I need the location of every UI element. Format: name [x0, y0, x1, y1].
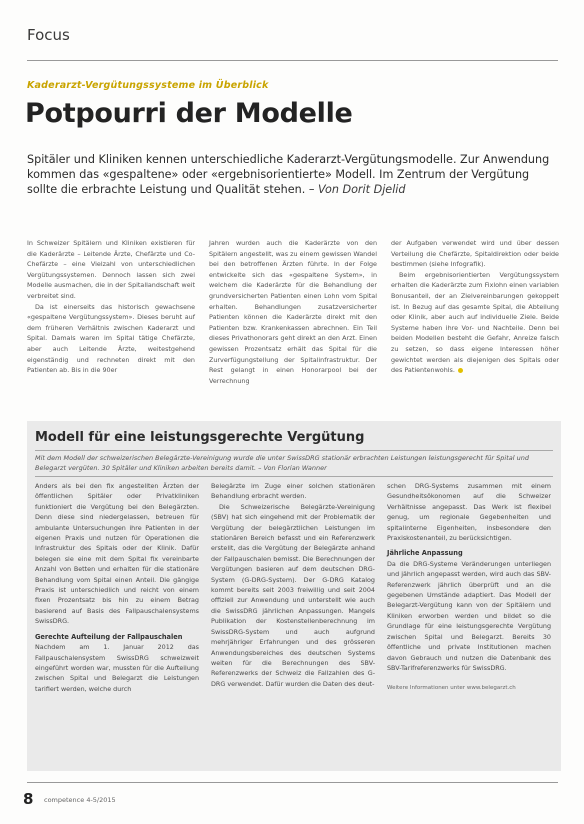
article-body — [27, 238, 560, 386]
paragraph: der Aufgaben verwendet wird und über dessen Verteilung die Chefärzte, Spitaldirektion oder beide bestimmen (siehe Infografik). — [391, 239, 559, 269]
web-link[interactable]: Weitere Informationen unter www.belegarzt.ch — [387, 685, 516, 692]
paragraph: Jahren wurden auch die Kaderärzte von den Spitälern angestellt, was zu einem gewissen Wandel bei den betroffenen Ärzten führte. In der Folge entwickelte sich das «gespaltene System», in welchem die Kaderärzte für die Behandlung der grundversicherten Patienten einen Lohn vom Spital erhalten. Behandlungen zusatzversicherter Patienten können die Kaderärzte direkt mit den Patienten bzw. Krankenkassen abrechnen. Ein Teil dieses Privathonorars geht direkt an den Arzt. Einen gewissen Prozentsatz erhält das Spital für die Zurverfügungstellung der Spitalinfrastruktur. Der Rest gelangt in einen Honorarpool bei der Verrechnung — [209, 239, 377, 385]
paragraph: Anders als bei den fix angestellten Ärzten der öffentlichen Spitäler oder Privatkliniken funktioniert die Vergütung bei den Belegärzten. Denn diese sind niedergelassen, betreuen für ambulante Untersuchungen ihre Patienten in der eigenen Praxis und nutzen für Operationen die Infrastruktur des Spitals oder der Klinik. Dafür belegen sie eine mit dem Spital fix vereinbarte Anzahl von Betten und erhalten für die stationäre Behandlung vom Spital einen Anteil. Die gängige Praxis ist unterschiedlich und reicht von einem fixen Prozentsatz bis hin zu einem Betrag basierend auf Basis des Fallpauschalensystems SwissDRG. — [35, 482, 199, 626]
paragraph: Belegärzte im Zuge einer solchen stationären Behandlung erbracht werden. — [211, 482, 375, 501]
article-kicker: Kaderarzt-Vergütungssysteme im Überblick — [27, 80, 269, 91]
article-column-3 — [391, 238, 559, 386]
box-column-3 — [387, 481, 551, 694]
box-rule — [35, 476, 553, 477]
paragraph: Beim ergebnisorientierten Vergütungssystem erhalten die Kaderärzte zum Fixlohn einen variablen Bonusanteil, der an Zielvereinbarungen gekoppelt ist. In Bezug auf das gesamte Spital, die Abteilung oder Klinik, aber auch auf individuelle Ziele. Beide Systeme haben ihre Vor- und Nachteile. Denn bei beiden Modellen besteht die Gefahr, Anreize falsch zu setzen, so dass eigene Interessen höher gewichtet werden als diejenigen des Spitals oder des Patientenwohls. — [391, 270, 559, 375]
article-author: Von Dorit Djelid — [317, 183, 406, 197]
magazine-name: competence 4-5/2015 — [44, 796, 116, 804]
header-rule — [27, 60, 558, 61]
info-box — [27, 421, 561, 771]
paragraph: Die Schweizerische Belegärzte-Vereinigung (SBV) hat sich eingehend mit der Problematik der Vergütung der belegärztlichen Leistungen im stationären Bereich befasst und ein Referenzwerk erstellt, das die Vergütung der Belegärzte anhand der Fallpauschalen bemisst. Die Berechnungen der Vergütungen basieren auf dem deutschen DRG-System (G-DRG-System). Der G-DRG Katalog kommt bereits seit 2003 freiwillig und seit 2004 offiziell zur Anwendung und unterstellt wie auch die SwissDRG jährlichen Anpassungen. Mangels Publikation der Kostenstellenberechnung im SwissDRG-System und auch aufgrund mehrjähriger Erfahrungen und des grösseren Anwendungsbereiches des deutschen Systems weiten für die Berechnungen des SBV-Referenzwerks der Schweiz die Fallzahlen des G-DRG verwendet. Dafür wurden die Daten des deut- — [211, 502, 375, 688]
article-column-1 — [27, 238, 195, 386]
box-subtitle: Mit dem Modell der schweizerischen Belegärzte-Vereinigung wurde die unter SwissDRG stationär erbrachten Leistungen leistungsgerecht für Spital und Belegarzt vergüten. 30 Spitäler und Kliniken arbeiten bereits damit. – Von Florian Wanner — [35, 454, 529, 472]
box-body — [35, 481, 553, 694]
box-credit: Von Florian Wanner — [263, 463, 327, 472]
box-column-2 — [211, 481, 375, 694]
box-rule — [35, 450, 553, 451]
paragraph: Nachdem am 1. Januar 2012 das Fallpauschalensystem SwissDRG schweizweit eingeführt worden war, mussten für die Aufteilung zwischen Spital und Belegarzt die Leistungen tarifiert werden, welche durch — [35, 643, 199, 693]
article-lead — [27, 152, 561, 198]
box-title: Modell für eine leistungsgerechte Vergütung — [35, 430, 365, 445]
paragraph: schen DRG-Systems zusammen mit einem Gesundheitsökonomen auf die Schweizer Verhältnisse angepasst. Das Werk ist flexibel genug, um regionale Gegebenheiten und spitalinterne Eigenheiten, insbesondere den Praxiskostenanteil, zu berücksichtigen. — [387, 482, 551, 543]
section-label: Focus — [27, 26, 70, 44]
page-number: 8 — [23, 790, 34, 808]
subheading: Jährliche Anpassung — [387, 549, 463, 558]
paragraph: In Schweizer Spitälern und Kliniken existieren für die Kaderärzte – Leitende Ärzte, Chefärzte und Co-Chefärzte – eine Vielzahl von unterschiedlichen Vergütungssystemen. Dennoch lassen sich zwei Modelle ausmachen, die in der Spitallandschaft weit verbreitet sind. — [27, 239, 195, 300]
paragraph: Da ist einerseits das historisch gewachsene «gespaltene Vergütungssystem». Dieses beruht auf dem früheren Verhältnis zwischen Kaderarzt und Spital. Damals waren im Spital tätige Chefärzte, aber auch Leitende Ärzte, weitestgehend eigenständig und rechneten direkt mit den Patienten ab. Bis in die 90er — [27, 302, 195, 375]
box-column-1 — [35, 481, 199, 694]
footer-rule — [27, 782, 558, 783]
article-headline: Potpourri der Modelle — [25, 98, 353, 129]
subheading: Gerechte Aufteilung der Fallpauschalen — [35, 632, 183, 641]
lead-text: Spitäler und Kliniken kennen unterschiedliche Kaderarzt-Vergütungsmodelle. Zur Anwendung kommen das «gespaltene» oder «ergebnisorientierte» Modell. Im Zentrum der Vergütung sollte die erbrachte Leistung und Qualität stehen. – — [27, 153, 550, 197]
end-mark-icon — [458, 368, 463, 373]
paragraph: Da die DRG-Systeme Veränderungen unterliegen und jährlich angepasst werden, wird auch das SBV-Referenzwerk jährlich überprüft und an die gegebenen Umstände adaptiert. Das Modell der Belegarzt-Vergütung kann von der Spitälern und Kliniken erworben werden und bildet so die Grundlage für eine leistungsgerechte Vergütung zwischen Spital und Belegarzt. Bereits 30 öffentliche und private Institutionen machen davon Gebrauch und nutzen die Datenbank des SBV-Tarifreferenzwerks für SwissDRG. — [387, 559, 551, 672]
article-column-2 — [209, 238, 377, 386]
